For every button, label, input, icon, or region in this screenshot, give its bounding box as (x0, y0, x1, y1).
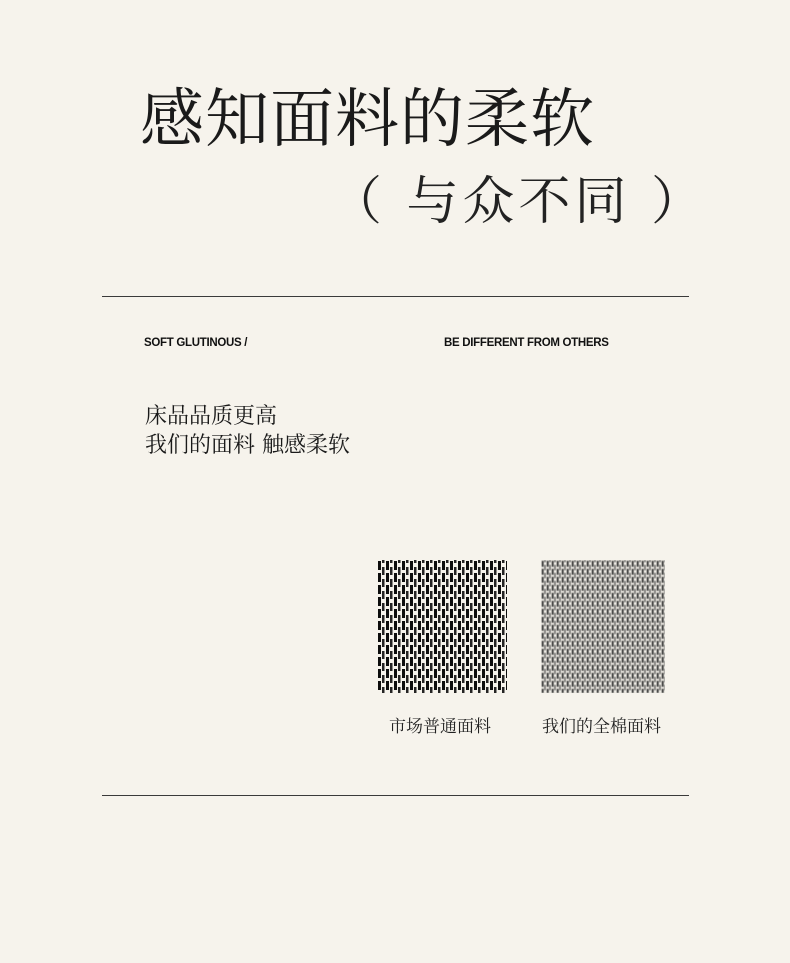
cotton-fabric-caption: 我们的全棉面料 (542, 717, 661, 737)
page-subtitle: （ 与众不同 ） (330, 172, 708, 232)
bottom-divider (102, 795, 689, 796)
description-line-2: 我们的面料 触感柔软 (145, 433, 350, 458)
ordinary-fabric-caption: 市场普通面料 (389, 717, 491, 737)
tag-be-different: BE DIFFERENT FROM OTHERS (444, 337, 609, 349)
description (145, 402, 350, 460)
description-line-1: 床品品质更高 (145, 404, 278, 429)
top-divider (102, 296, 689, 297)
tag-soft-glutinous: SOFT GLUTINOUS / (144, 337, 248, 349)
cotton-fabric-texture (541, 560, 665, 693)
ordinary-fabric-texture (377, 560, 507, 693)
page-title: 感知面料的柔软 (140, 83, 595, 157)
